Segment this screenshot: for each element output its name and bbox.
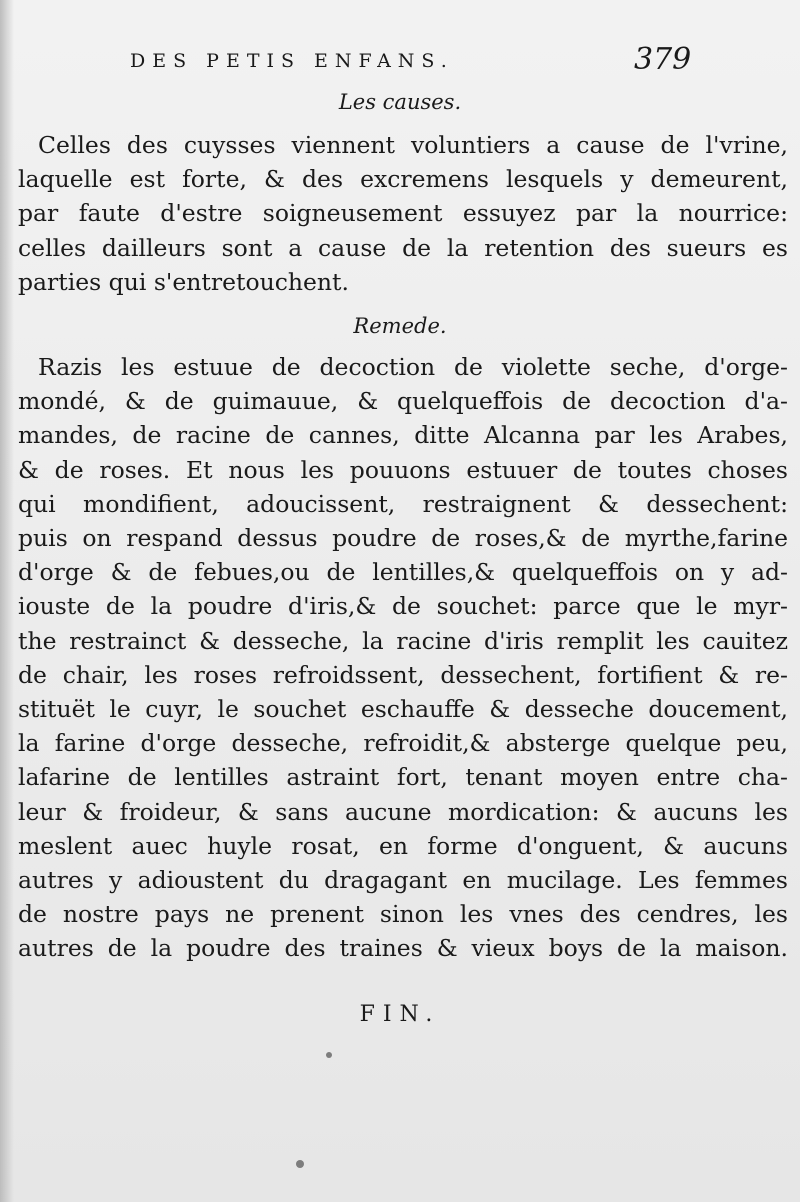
text-line: the restrainct & desseche, la racine d'iris remplit les cauitez <box>18 626 788 655</box>
closing-word: FIN. <box>359 1002 441 1027</box>
text-line: puis on respand dessus poudre de roses,& de myrthe,farine <box>18 524 788 553</box>
section-heading-remede: Remede. <box>353 314 447 338</box>
section-heading-causes: Les causes. <box>338 90 462 114</box>
ink-speck <box>326 1052 332 1058</box>
page-number: 379 <box>634 42 692 77</box>
paragraph-remede <box>18 350 788 966</box>
text-line: Celles des cuysses viennent voluntiers a cause de l'vrine, <box>38 131 788 159</box>
text-line: par faute d'estre soigneusement essuyez par la nourrice: <box>18 199 788 228</box>
text-line: laquelle est forte, & des excremens lesquels y demeurent, <box>18 165 788 194</box>
text-line: leur & froideur, & sans aucune mordication: & aucuns les <box>18 797 788 826</box>
text-line: Razis les estuue de decoction de violette seche, d'orge- <box>38 353 788 381</box>
text-line: & de roses. Et nous les pouuons estuuer de toutes choses <box>18 455 788 484</box>
ink-speck <box>296 1160 304 1168</box>
text-line: d'orge & de febues,ou de lentilles,& quelqueffois on y ad- <box>18 558 788 587</box>
text-line: autres de la poudre des traines & vieux boys de la maison. <box>18 934 788 963</box>
text-line: de chair, les roses refroidssent, dessechent, fortifient & re- <box>18 660 788 689</box>
text-line: celles dailleurs sont a cause de la retention des sueurs es <box>18 233 788 262</box>
text-line: mondé, & de guimauue, & quelqueffois de decoction d'a- <box>18 387 788 416</box>
paragraph-causes <box>18 128 788 299</box>
text-line: qui mondifient, adoucissent, restraignent & dessechent: <box>18 489 788 518</box>
text-line: parties qui s'entretouchent. <box>18 267 349 296</box>
text-line: la farine d'orge desseche, refroidit,& absterge quelque peu, <box>18 729 788 758</box>
text-line: lafarine de lentilles astraint fort, tenant moyen entre cha- <box>18 763 788 792</box>
text-line: mandes, de racine de cannes, ditte Alcanna par les Arabes, <box>18 421 788 450</box>
text-line: de nostre pays ne prenent sinon les vnes des cendres, les <box>18 900 788 929</box>
running-head <box>0 42 800 82</box>
text-line: autres y adioustent du dragagant en mucilage. Les femmes <box>18 866 788 895</box>
text-line: iouste de la poudre d'iris,& de souchet: parce que le myr- <box>18 592 788 621</box>
text-line: stituët le cuyr, le souchet eschauffe & desseche doucement, <box>18 695 788 724</box>
text-line: meslent auec huyle rosat, en forme d'onguent, & aucuns <box>18 831 788 860</box>
running-title: DES PETIS ENFANS. <box>130 50 454 72</box>
